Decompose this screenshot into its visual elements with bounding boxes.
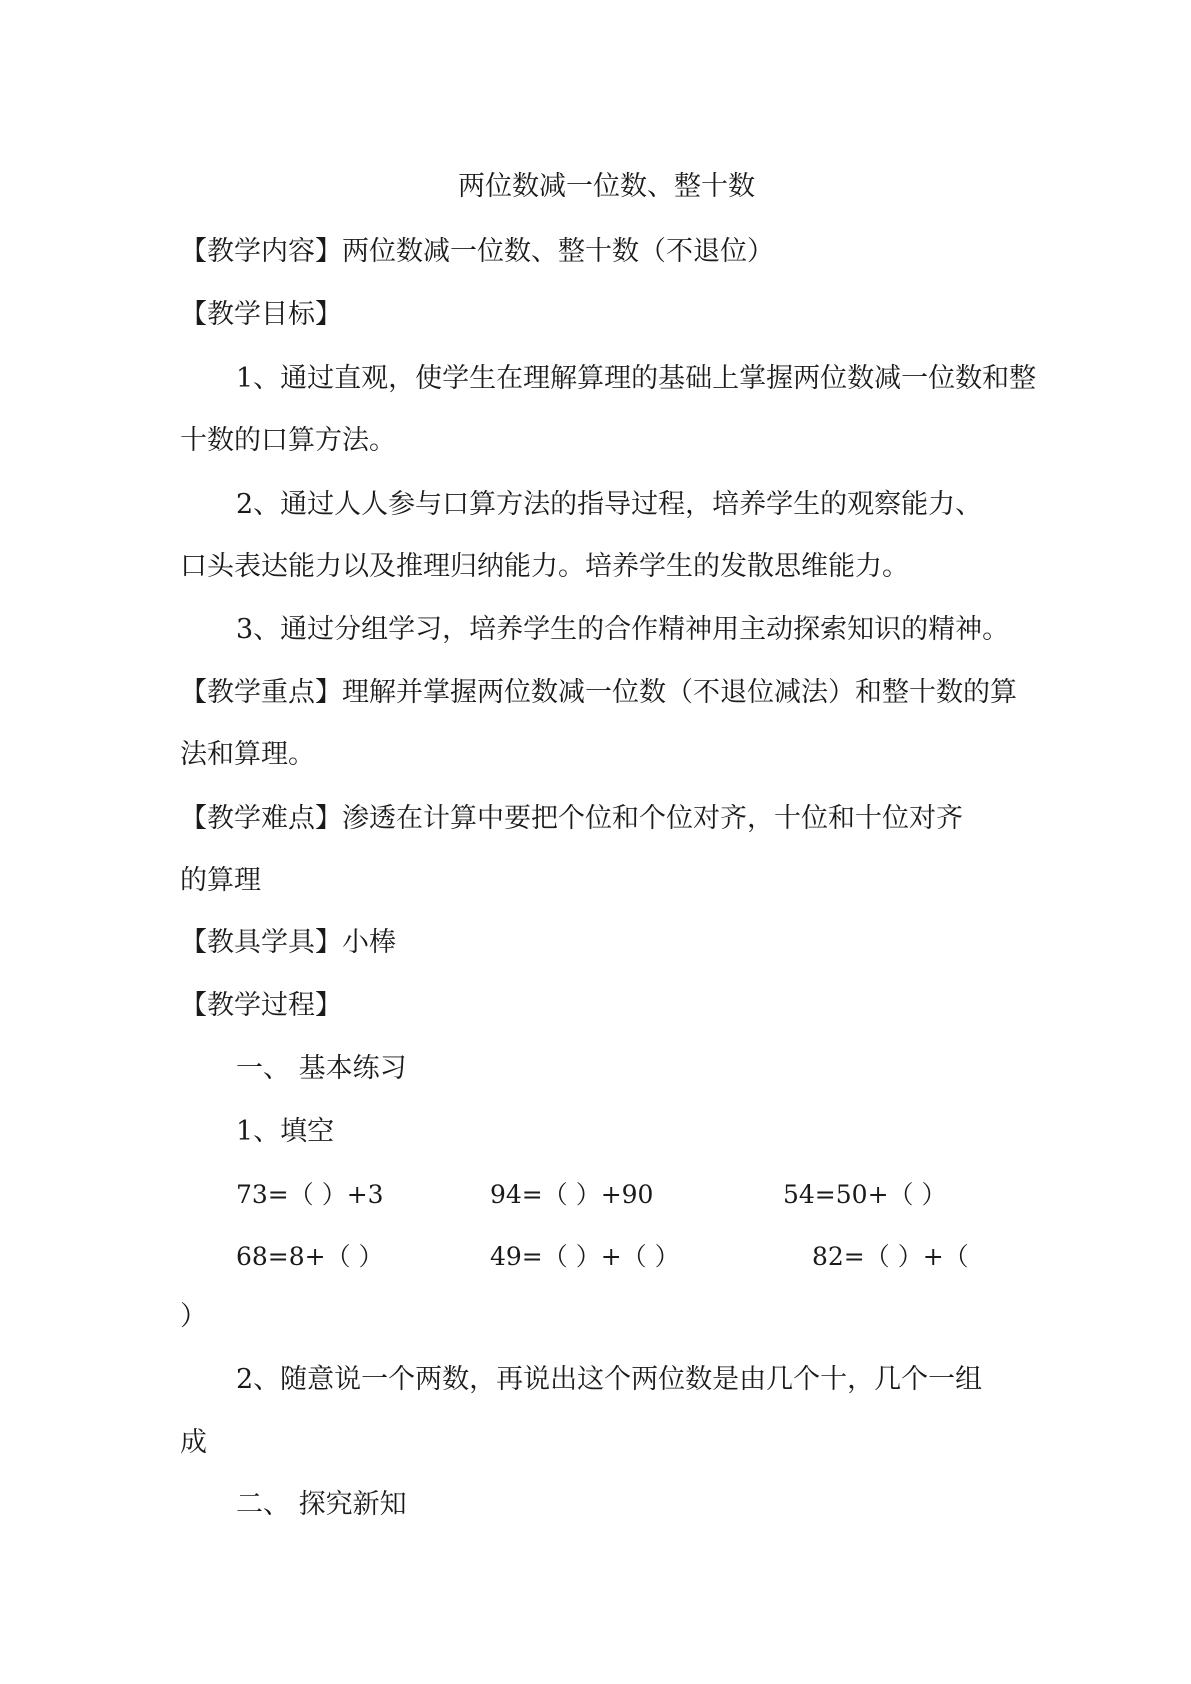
- exercise-2-line-1: 2、随意说一个两数，再说出这个两位数是由几个十，几个一组: [236, 1364, 983, 1395]
- exercise-fill-blank: 1、填空: [236, 1116, 335, 1147]
- equation-wrap: ）: [180, 1301, 207, 1332]
- objectives-heading: 【教学目标】: [180, 299, 342, 330]
- section-explore-new: 二、 探究新知: [236, 1489, 407, 1520]
- equation: 82=（ ）+（: [812, 1242, 969, 1271]
- equation: 73=（ ）+3: [236, 1180, 384, 1209]
- exercise-2-line-2: 成: [180, 1427, 207, 1458]
- key-point-line-2: 法和算理。: [180, 739, 315, 770]
- page-title: 两位数减一位数、整十数: [458, 171, 755, 202]
- section-basic-practice: 一、 基本练习: [236, 1053, 407, 1084]
- objective-1-line-1: 1、通过直观，使学生在理解算理的基础上掌握两位数减一位数和整: [236, 363, 1037, 394]
- equation: 68=8+（ ）: [236, 1242, 384, 1271]
- objective-3: 3、通过分组学习，培养学生的合作精神用主动探索知识的精神。: [236, 614, 1010, 645]
- difficulty-line-2: 的算理: [180, 865, 261, 896]
- equation: 94=（ ）+90: [490, 1180, 654, 1209]
- difficulty-line-1: 【教学难点】渗透在计算中要把个位和个位对齐，十位和十位对齐: [180, 803, 963, 834]
- key-point-line-1: 【教学重点】理解并掌握两位数减一位数（不退位减法）和整十数的算: [180, 677, 1017, 708]
- objective-2-line-1: 2、通过人人参与口算方法的指导过程，培养学生的观察能力、: [236, 489, 983, 520]
- objective-2-line-2: 口头表达能力以及推理归纳能力。培养学生的发散思维能力。: [180, 551, 909, 582]
- teaching-tools: 【教具学具】小棒: [180, 927, 396, 958]
- process-heading: 【教学过程】: [180, 990, 342, 1021]
- teaching-content: 【教学内容】两位数减一位数、整十数（不退位）: [180, 236, 774, 267]
- equation: 54=50+（ ）: [783, 1180, 947, 1209]
- objective-1-line-2: 十数的口算方法。: [180, 425, 396, 456]
- equation: 49=（ ）+（ ）: [490, 1242, 680, 1271]
